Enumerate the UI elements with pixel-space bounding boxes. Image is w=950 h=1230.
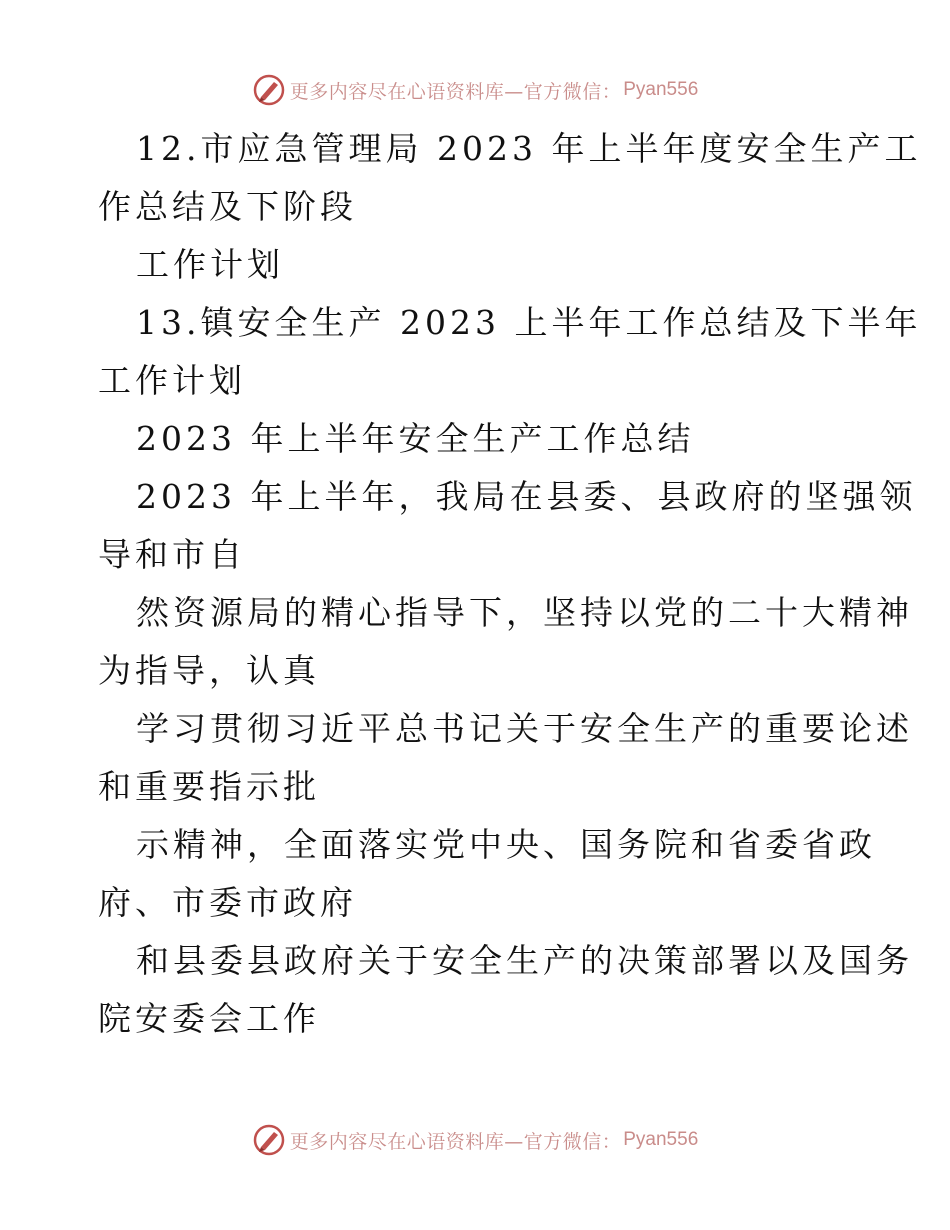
text-line: 府、市委市政府 bbox=[98, 883, 357, 922]
watermark-wechat-id: Pyan556 bbox=[623, 1129, 699, 1150]
text-line: 2023 年上半年，我局在县委、县政府的坚强领 bbox=[136, 477, 917, 516]
watermark-text: 更多内容尽在心语资料库—官方微信： bbox=[289, 1130, 622, 1153]
watermark-wechat-id: Pyan556 bbox=[623, 79, 699, 100]
text-line: 导和市自 bbox=[98, 535, 246, 574]
text-line: 示精神，全面落实党中央、国务院和省委省政 bbox=[136, 825, 876, 864]
text-line: 为指导，认真 bbox=[98, 651, 320, 690]
text-line: 工作计划 bbox=[136, 245, 284, 284]
text-line: 工作计划 bbox=[98, 361, 246, 400]
text-line: 和重要指示批 bbox=[98, 767, 320, 806]
text-line: 2023 年上半年安全生产工作总结 bbox=[136, 419, 695, 458]
pen-logo-icon bbox=[252, 73, 286, 107]
text-line: 然资源局的精心指导下，坚持以党的二十大精神 bbox=[136, 593, 913, 632]
footer-watermark bbox=[0, 1120, 950, 1160]
text-line: 和县委县政府关于安全生产的决策部署以及国务 bbox=[136, 941, 913, 980]
header-watermark bbox=[0, 70, 950, 110]
text-line: 作总结及下阶段 bbox=[98, 187, 357, 226]
text-line: 院安委会工作 bbox=[98, 999, 320, 1038]
document-body bbox=[98, 120, 922, 1048]
text-line: 12.市应急管理局 2023 年上半年度安全生产工 bbox=[136, 129, 922, 168]
pen-logo-icon bbox=[252, 1123, 286, 1157]
watermark-text: 更多内容尽在心语资料库—官方微信： bbox=[289, 80, 622, 103]
text-line: 学习贯彻习近平总书记关于安全生产的重要论述 bbox=[136, 709, 913, 748]
text-line: 13.镇安全生产 2023 上半年工作总结及下半年 bbox=[136, 303, 922, 342]
